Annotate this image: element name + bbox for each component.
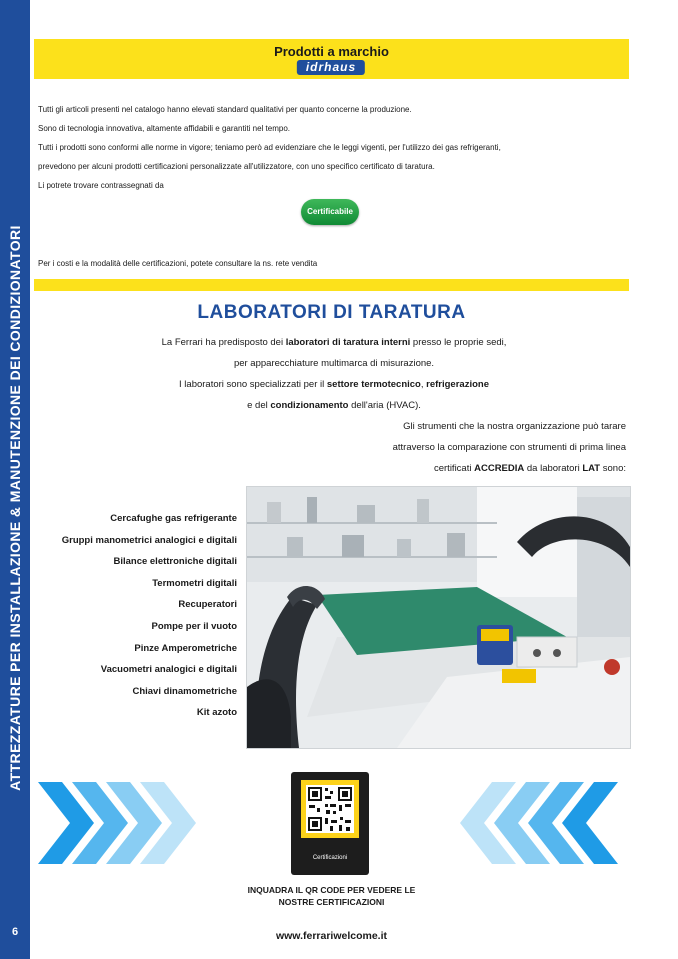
lab-line: I laboratori sono specializzati per il settore termotecnico, refrigerazione: [179, 379, 489, 390]
brand-banner: [34, 39, 629, 79]
sidebar-band: [0, 0, 30, 959]
list-item: Bilance elettroniche digitali: [113, 556, 237, 568]
idrhaus-logo: idrhaus: [297, 60, 365, 75]
qr-code-icon: [301, 780, 359, 838]
list-item: Cercafughe gas refrigerante: [110, 513, 237, 524]
sidebar-label: ATTREZZATURE PER INSTALLAZIONE & MANUTENZIONE DEI CONDIZIONATORI: [7, 225, 23, 791]
costs-note: Per i costi e la modalità delle certificazioni, potete consultare la ns. rete vendita: [38, 259, 318, 268]
intro-line: Tutti i prodotti sono conformi alle norme in vigore; teniamo però ad evidenziare che le leggi vigenti, per l'utilizzo dei gas refrigeranti,: [38, 143, 501, 152]
chevron-arrows-left-icon: [38, 782, 208, 864]
qr-frame: [301, 780, 359, 838]
lab-line: certificati ACCREDIA da laboratori LAT sono:: [433, 463, 626, 474]
list-item: Pompe per il vuoto: [151, 620, 237, 632]
chevron-arrows-right-icon: [448, 782, 618, 864]
divider-band: [34, 279, 629, 291]
qr-label: Certificazioni: [312, 855, 348, 861]
lab-line: attraverso la comparazione con strumenti di prima linea: [392, 442, 626, 453]
lab-line: La Ferrari ha predisposto dei laboratori di taratura interni presso le proprie sedi,: [161, 337, 507, 348]
lab-line: e del condizionamento dell'aria (HVAC).: [247, 400, 421, 411]
list-item: Pinze Amperometriche: [134, 642, 237, 654]
list-item: Termometri digitali: [152, 577, 237, 589]
page-number: 6: [11, 926, 19, 938]
instrument-list: [62, 511, 237, 727]
lab-line: per apparecchiature multimarca di misurazione.: [233, 358, 435, 369]
intro-line: Sono di tecnologia innovativa, altamente affidabili e garantiti nel tempo.: [38, 124, 291, 133]
qr-caption: INQUADRA IL QR CODE PER VEDERE LE NOSTRE CERTIFICAZIONI: [247, 885, 416, 907]
intro-line: Tutti gli articoli presenti nel catalogo hanno elevati standard qualitativi per quanto concerne la produzione.: [38, 105, 412, 114]
lab-line: Gli strumenti che la nostra organizzazione può tarare: [403, 421, 626, 432]
lab-photo: [246, 486, 631, 749]
list-item: Vacuometri analogici e digitali: [100, 664, 237, 676]
qr-code-card: [291, 772, 369, 875]
intro-line: prevedono per alcuni prodotti certificazioni personalizzate all'utilizzatore, con uno specifico certificato di taratura.: [38, 162, 435, 171]
certificabile-badge: Certificabile: [301, 199, 359, 225]
website-link[interactable]: www.ferrariwelcome.it: [275, 930, 388, 942]
intro-line: Li potrete trovare contrassegnati da: [38, 181, 164, 190]
list-item: Recuperatori: [178, 599, 237, 611]
list-item: Gruppi manometrici analogici e digitali: [61, 534, 237, 546]
lab-photo-illustration: [247, 487, 630, 748]
lab-title: LABORATORI DI TARATURA: [197, 302, 466, 323]
list-item: Kit azoto: [196, 707, 237, 719]
list-item: Chiavi dinamometriche: [132, 685, 237, 697]
brand-title: Prodotti a marchio: [274, 44, 389, 59]
